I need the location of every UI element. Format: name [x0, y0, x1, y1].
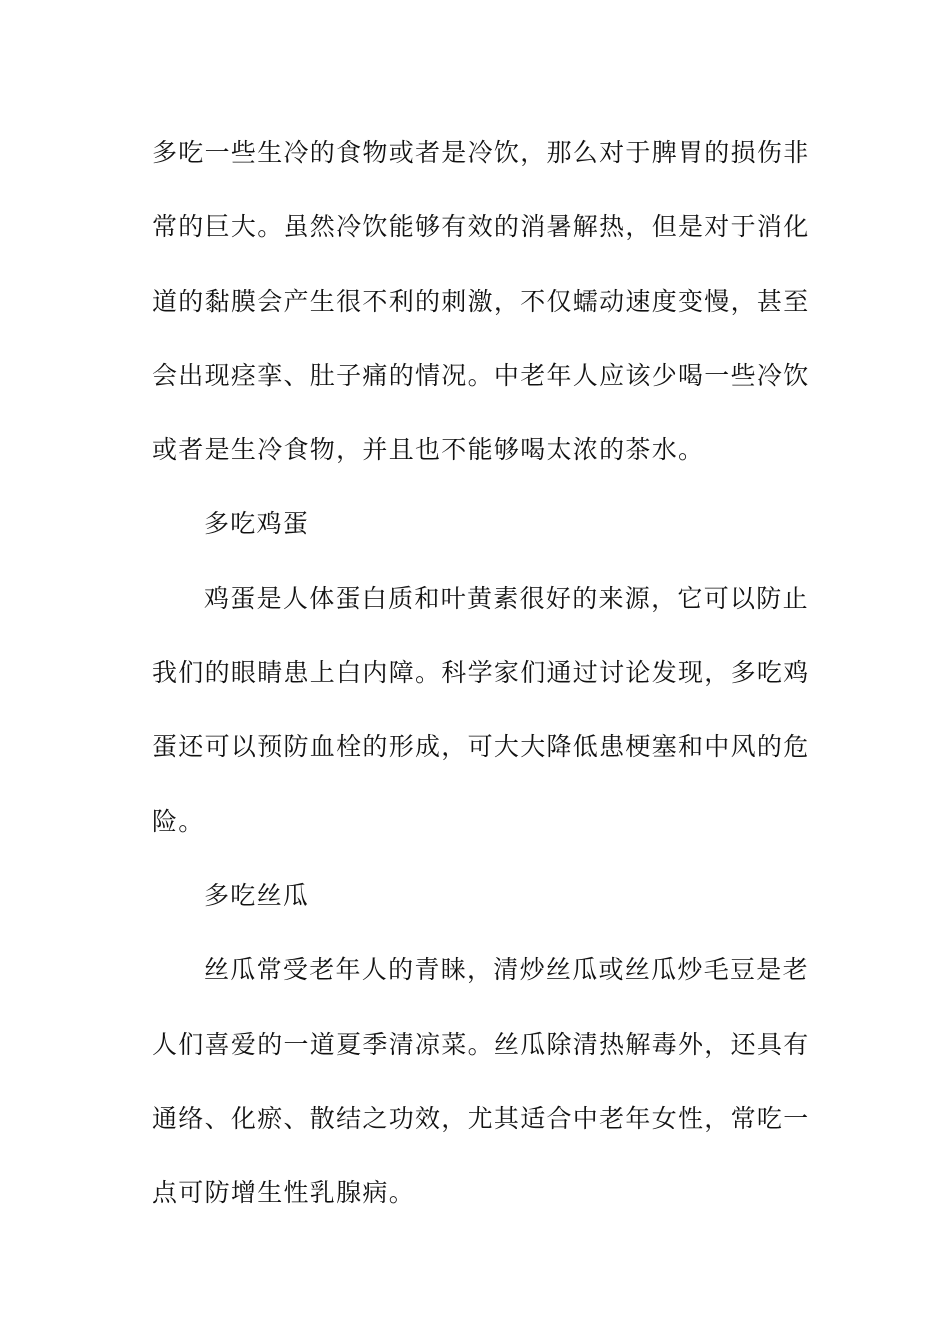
text-line: 道的黏膜会产生很不利的刺激，不仅蠕动速度变慢，甚至	[152, 286, 810, 316]
section-heading-eggs: 多吃鸡蛋	[204, 509, 310, 539]
paragraph-first-line: 鸡蛋是人体蛋白质和叶黄素很好的来源，它可以防止	[204, 583, 809, 613]
text-line: 人们喜爱的一道夏季清凉菜。丝瓜除清热解毒外，还具有	[152, 1029, 810, 1059]
text-line: 蛋还可以预防血栓的形成，可大大降低患梗塞和中风的危	[152, 732, 810, 762]
text-line: 会出现痉挛、肚子痛的情况。中老年人应该少喝一些冷饮	[152, 360, 810, 390]
text-line: 险。	[152, 806, 205, 836]
section-heading-loofah: 多吃丝瓜	[204, 880, 310, 910]
text-line: 我们的眼睛患上白内障。科学家们通过讨论发现，多吃鸡	[152, 658, 810, 688]
text-line: 点可防增生性乳腺病。	[152, 1178, 416, 1208]
text-line: 或者是生冷食物，并且也不能够喝太浓的茶水。	[152, 435, 705, 465]
text-line: 常的巨大。虽然冷饮能够有效的消暑解热，但是对于消化	[152, 212, 810, 242]
text-line: 多吃一些生冷的食物或者是冷饮，那么对于脾胃的损伤非	[152, 138, 810, 167]
text-line: 通络、化瘀、散结之功效，尤其适合中老年女性，常吃一	[152, 1103, 810, 1133]
paragraph-first-line: 丝瓜常受老年人的青睐，清炒丝瓜或丝瓜炒毛豆是老	[204, 955, 809, 985]
document-body	[152, 128, 810, 1242]
